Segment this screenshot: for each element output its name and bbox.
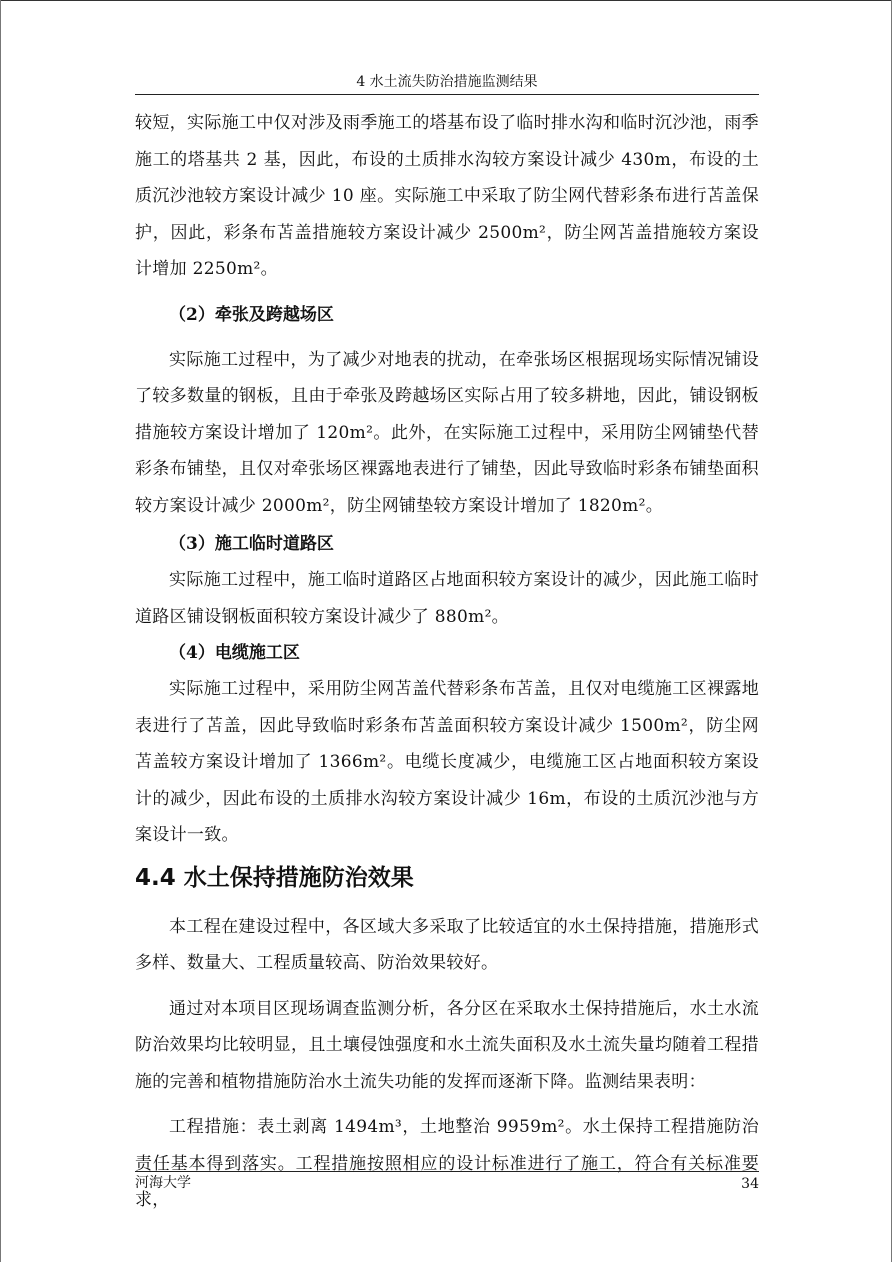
section-title-4-4: 4.4 水土保持措施防治效果 xyxy=(135,864,414,891)
page-border-left xyxy=(0,0,1,1262)
footer-institution: 河海大学 xyxy=(135,1175,191,1191)
page-border-top xyxy=(0,0,892,1)
page-body xyxy=(135,105,759,1219)
header-rule xyxy=(135,94,759,95)
footer-rule xyxy=(135,1171,759,1172)
paragraph-cable-construction-area: 实际施工过程中，采用防尘网苫盖代替彩条布苫盖，且仅对电缆施工区裸露地表进行了苫盖，因此导致临时彩条布苫盖面积较方案设计减少 1500m²，防尘网苫盖较方案设计增加了 1366m²。电缆长度减少，电缆施工区占地面积较方案设计的减少，因此布设的土质排水沟较方案设计减少 16m，布设的土质沉沙池与方案设计一致。 xyxy=(135,679,759,845)
paragraph-temporary-road-area: 实际施工过程中，施工临时道路区占地面积较方案设计的减少，因此施工临时道路区铺设钢板面积较方案设计减少了 880m²。 xyxy=(135,570,759,627)
page-number: 34 xyxy=(741,1176,759,1192)
paragraph-monitoring-analysis: 通过对本项目区现场调查监测分析，各分区在采取水土保持措施后，水土水流防治效果均比较明显，且土壤侵蚀强度和水土流失面积及水土流失量均随着工程措施的完善和植物措施防治水土流失功能的发挥而逐渐下降。监测结果表明： xyxy=(135,998,759,1092)
subheading-temporary-road-area: （3）施工临时道路区 xyxy=(169,534,334,554)
paragraph-engineering-measures: 工程措施：表土剥离 1494m³，土地整治 9959m²。水土保持工程措施防治责任基本得到落实。工程措施按照相应的设计标准进行了施工，符合有关标准要求， xyxy=(135,1117,759,1210)
paragraph-measures-overview: 本工程在建设过程中，各区域大多采取了比较适宜的水土保持措施，措施形式多样、数量大、工程质量较高、防治效果较好。 xyxy=(135,916,759,973)
subheading-cable-construction-area: （4）电缆施工区 xyxy=(169,643,300,663)
paragraph-tower-base-continuation: 较短，实际施工中仅对涉及雨季施工的塔基布设了临时排水沟和临时沉沙池，雨季施工的塔基共 2 基，因此，布设的土质排水沟较方案设计减少 430m，布设的土质沉沙池较方案设计减少 10 座。实际施工中采取了防尘网代替彩条布进行苫盖保护，因此，彩条布苫盖措施较方案设计减少 2500m²，防尘网苫盖措施较方案设计增加 2250m²。 xyxy=(135,113,759,279)
paragraph-tension-crossing-area: 实际施工过程中，为了减少对地表的扰动，在牵张场区根据现场实际情况铺设了较多数量的钢板，且由于牵张及跨越场区实际占用了较多耕地，因此，铺设钢板措施较方案设计增加了 120m²。此外，在实际施工过程中，采用防尘网铺垫代替彩条布铺垫，且仅对牵张场区裸露地表进行了铺垫，因此导致临时彩条布铺垫面积较方案设计减少 2000m²，防尘网铺垫较方案设计增加了 1820m²。 xyxy=(135,349,759,516)
subheading-tension-crossing-area: （2）牵张及跨越场区 xyxy=(169,304,334,325)
running-header: 4 水土流失防治措施监测结果 xyxy=(356,74,538,90)
